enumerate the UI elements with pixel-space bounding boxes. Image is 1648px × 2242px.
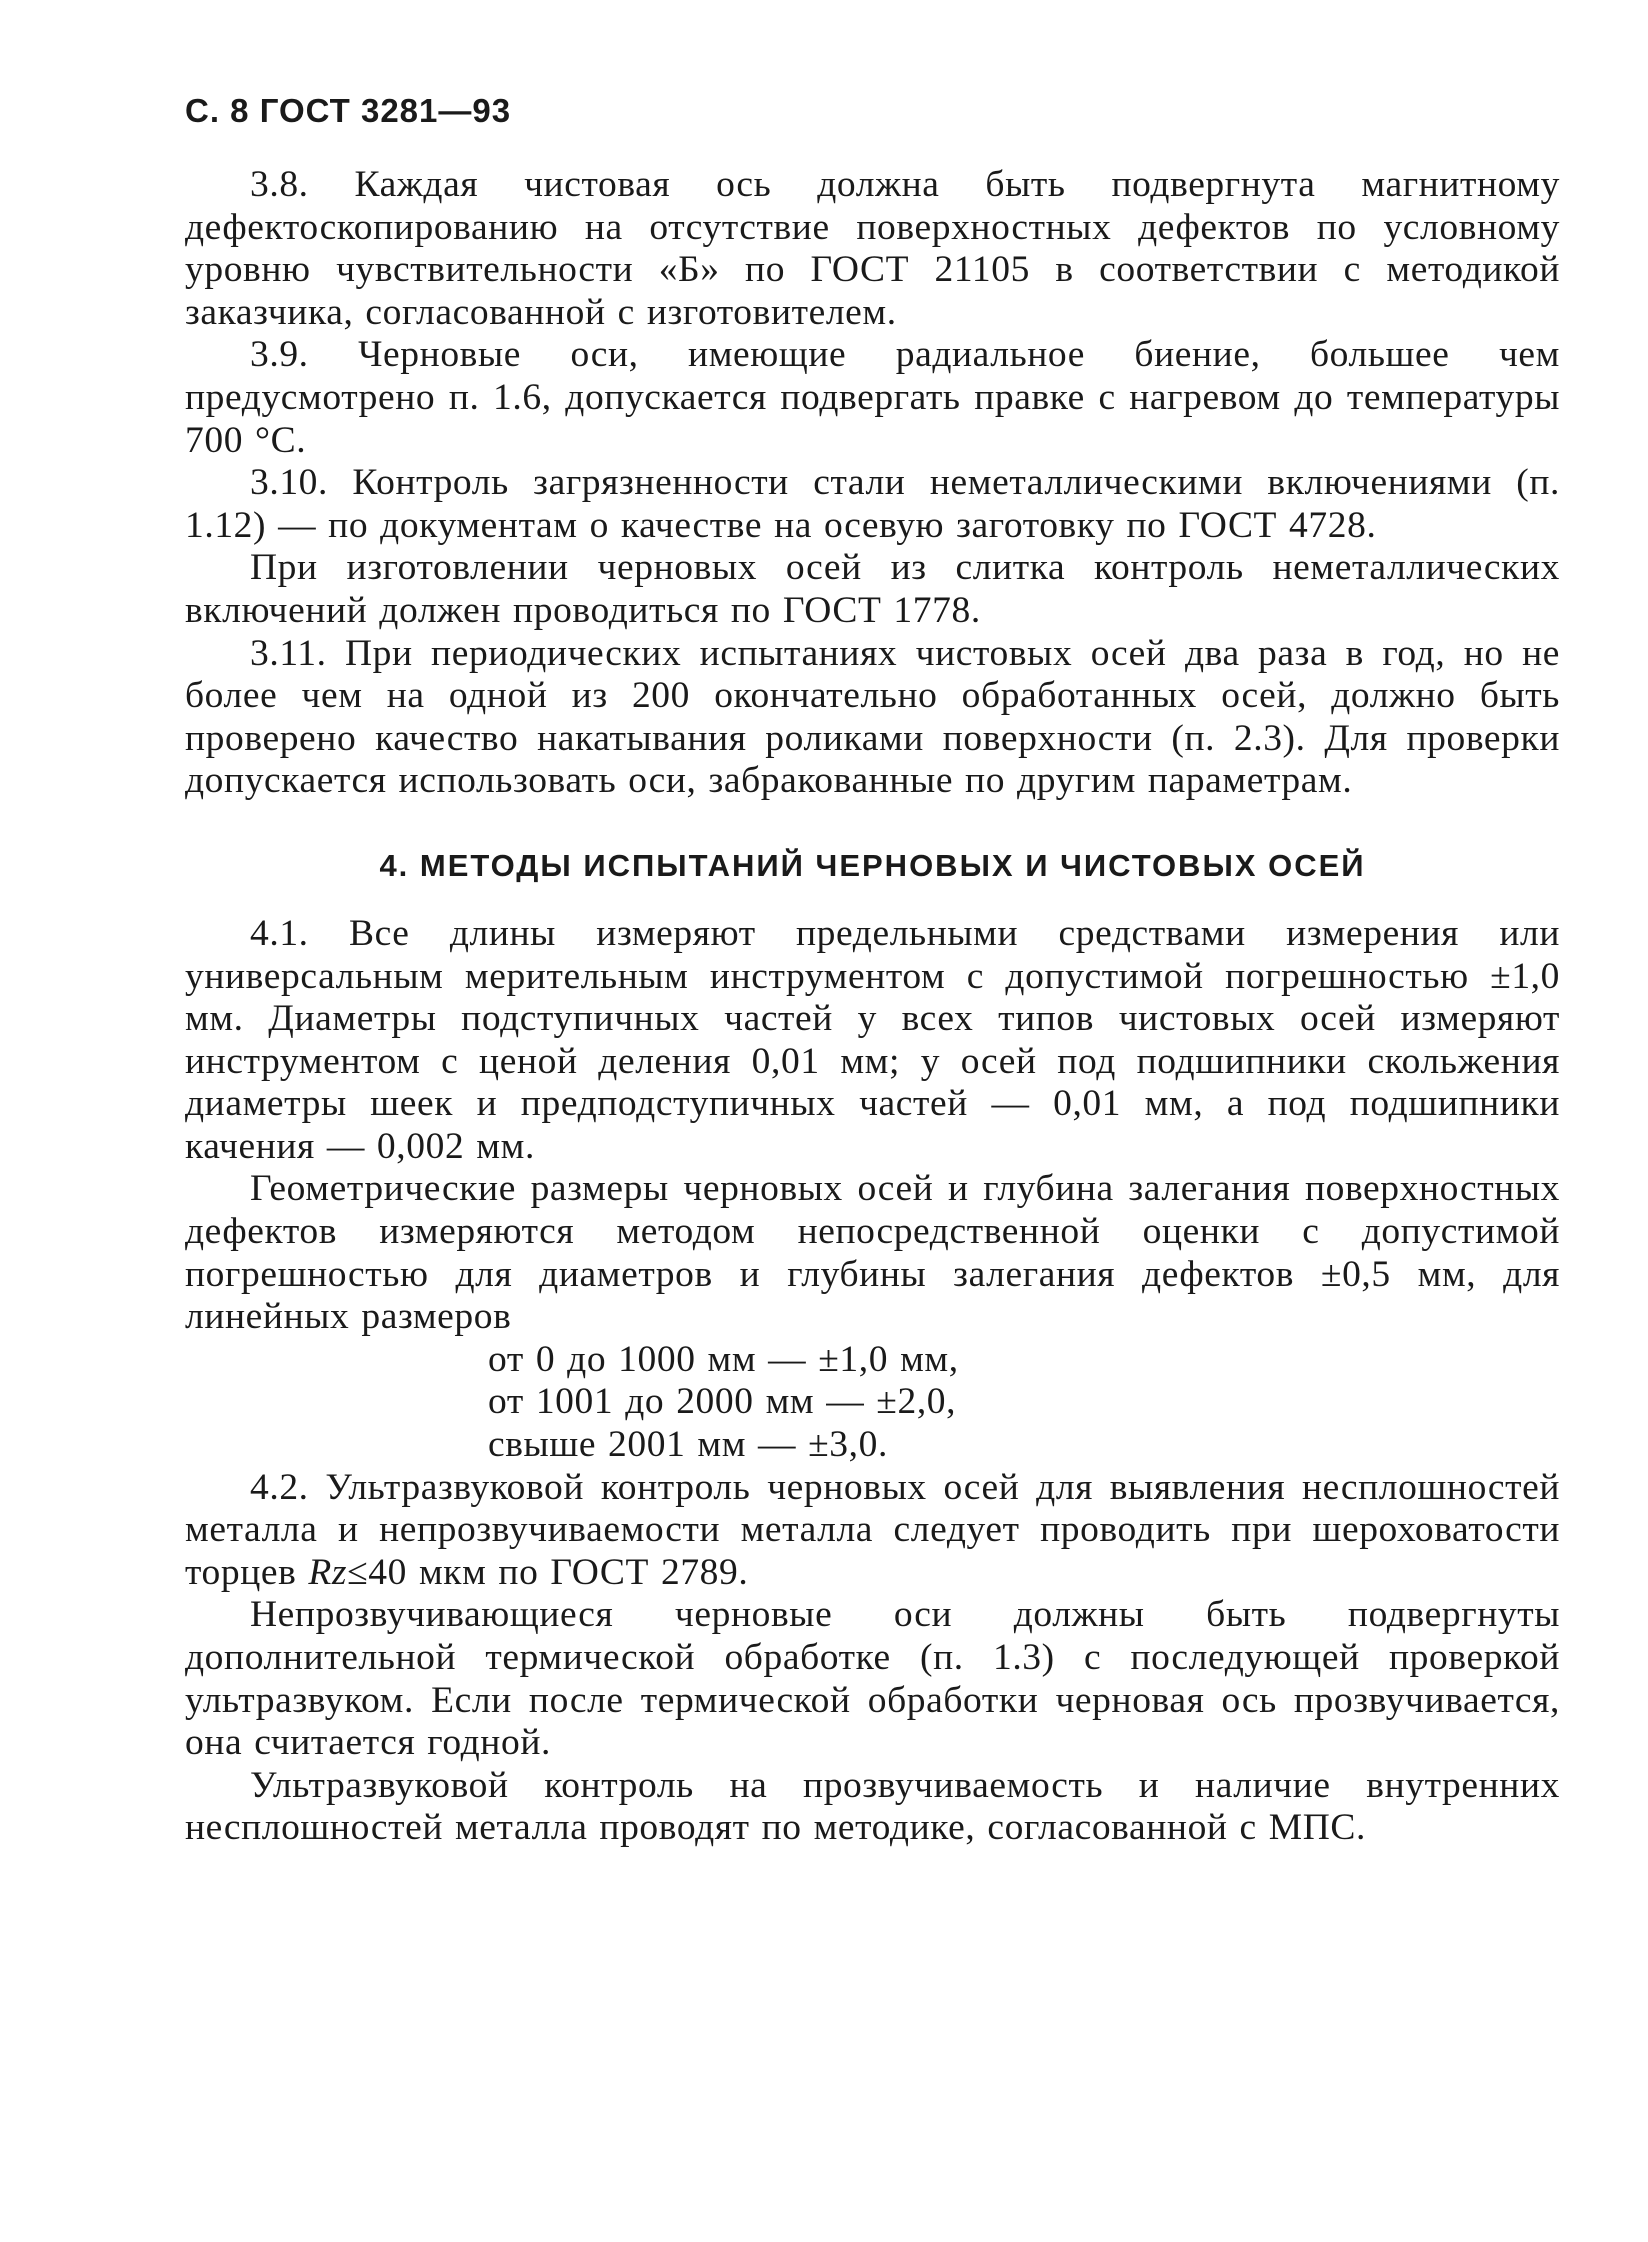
roughness-symbol: Rz [308,1551,348,1593]
paragraph-3-10-continued: При изготовлении черновых осей из слитка контроль неметаллических включений должен проводиться по ГОСТ 1778. [185,547,1560,631]
paragraph-3-9: 3.9. Черновые оси, имеющие радиальное биение, большее чем предусмотрено п. 1.6, допускается подвергать правке с нагревом до температуры 700 °С. [185,334,1560,461]
paragraph-4-2-text: 4.2. Ультразвуковой контроль черновых осей для выявления несплошностей металла и непрозвучиваемости металла следует проводить при шероховатости торцев [185,1466,1560,1593]
size-tolerance-line: свыше 2001 мм — ±3,0. [488,1424,888,1466]
paragraph-4-1: 4.1. Все длины измеряют предельными средствами измерения или универсальным мерительным инструментом с допустимой погрешностью ±1,0 мм. Диаметры подступичных частей у всех типов чистовых осей измеряют инструментом с ценой деления 0,01 мм; у осей под подшипники скольжения диаметры шеек и предподступичных частей — 0,01 мм, а под подшипники качения — 0,002 мм. [185,912,1560,1167]
paragraph-4-2-final: Ультразвуковой контроль на прозвучиваемость и наличие внутренних несплошностей металла проводят по методике, согласованной с МПС. [185,1764,1560,1849]
size-tolerance-list [185,1339,1560,1467]
size-tolerance-line: от 0 до 1000 мм — ±1,0 мм, [488,1338,959,1380]
paragraph-3-11: 3.11. При периодических испытаниях чистовых осей два раза в год, но не более чем на одной из 200 окончательно обработанных осей, должно быть проверено качество накатывания роликами поверхности (п. 2.3). Для проверки допускается использовать оси, забракованные по другим параметрам. [185,632,1560,802]
page-header: С. 8 ГОСТ 3281—93 [185,92,512,129]
paragraph-4-1-continued: Геометрические размеры черновых осей и глубина залегания поверхностных дефектов измеряются методом непосредственной оценки с допустимой погрешностью для диаметров и глубины залегания дефектов ±0,5 мм, для линейных размеров [185,1168,1560,1338]
paragraph-4-2 [185,1467,1560,1595]
size-tolerance-line: от 1001 до 2000 мм — ±2,0, [488,1381,957,1423]
section-4-title: 4. МЕТОДЫ ИСПЫТАНИЙ ЧЕРНОВЫХ И ЧИСТОВЫХ ОСЕЙ [379,847,1366,883]
paragraph-3-8: 3.8. Каждая чистовая ось должна быть подвергнута магнитному дефектоскопированию на отсутствие поверхностных дефектов по условному уровню чувствительности «Б» по ГОСТ 21105 в соответствии с методикой заказчика, согласованной с изготовителем. [185,164,1560,333]
paragraph-4-2-tail: ≤40 мкм по ГОСТ 2789. [347,1551,749,1593]
paragraph-4-2-continued: Непрозвучивающиеся черновые оси должны быть подвергнуты дополнительной термической обработке (п. 1.3) с последующей проверкой ультразвуком. Если после термической обработки черновая ось прозвучивается, она считается годной. [185,1594,1560,1764]
document-page [185,90,1560,1850]
paragraph-3-10: 3.10. Контроль загрязненности стали неметаллическими включениями (п. 1.12) — по документам о качестве на осевую заготовку по ГОСТ 4728. [185,462,1560,546]
